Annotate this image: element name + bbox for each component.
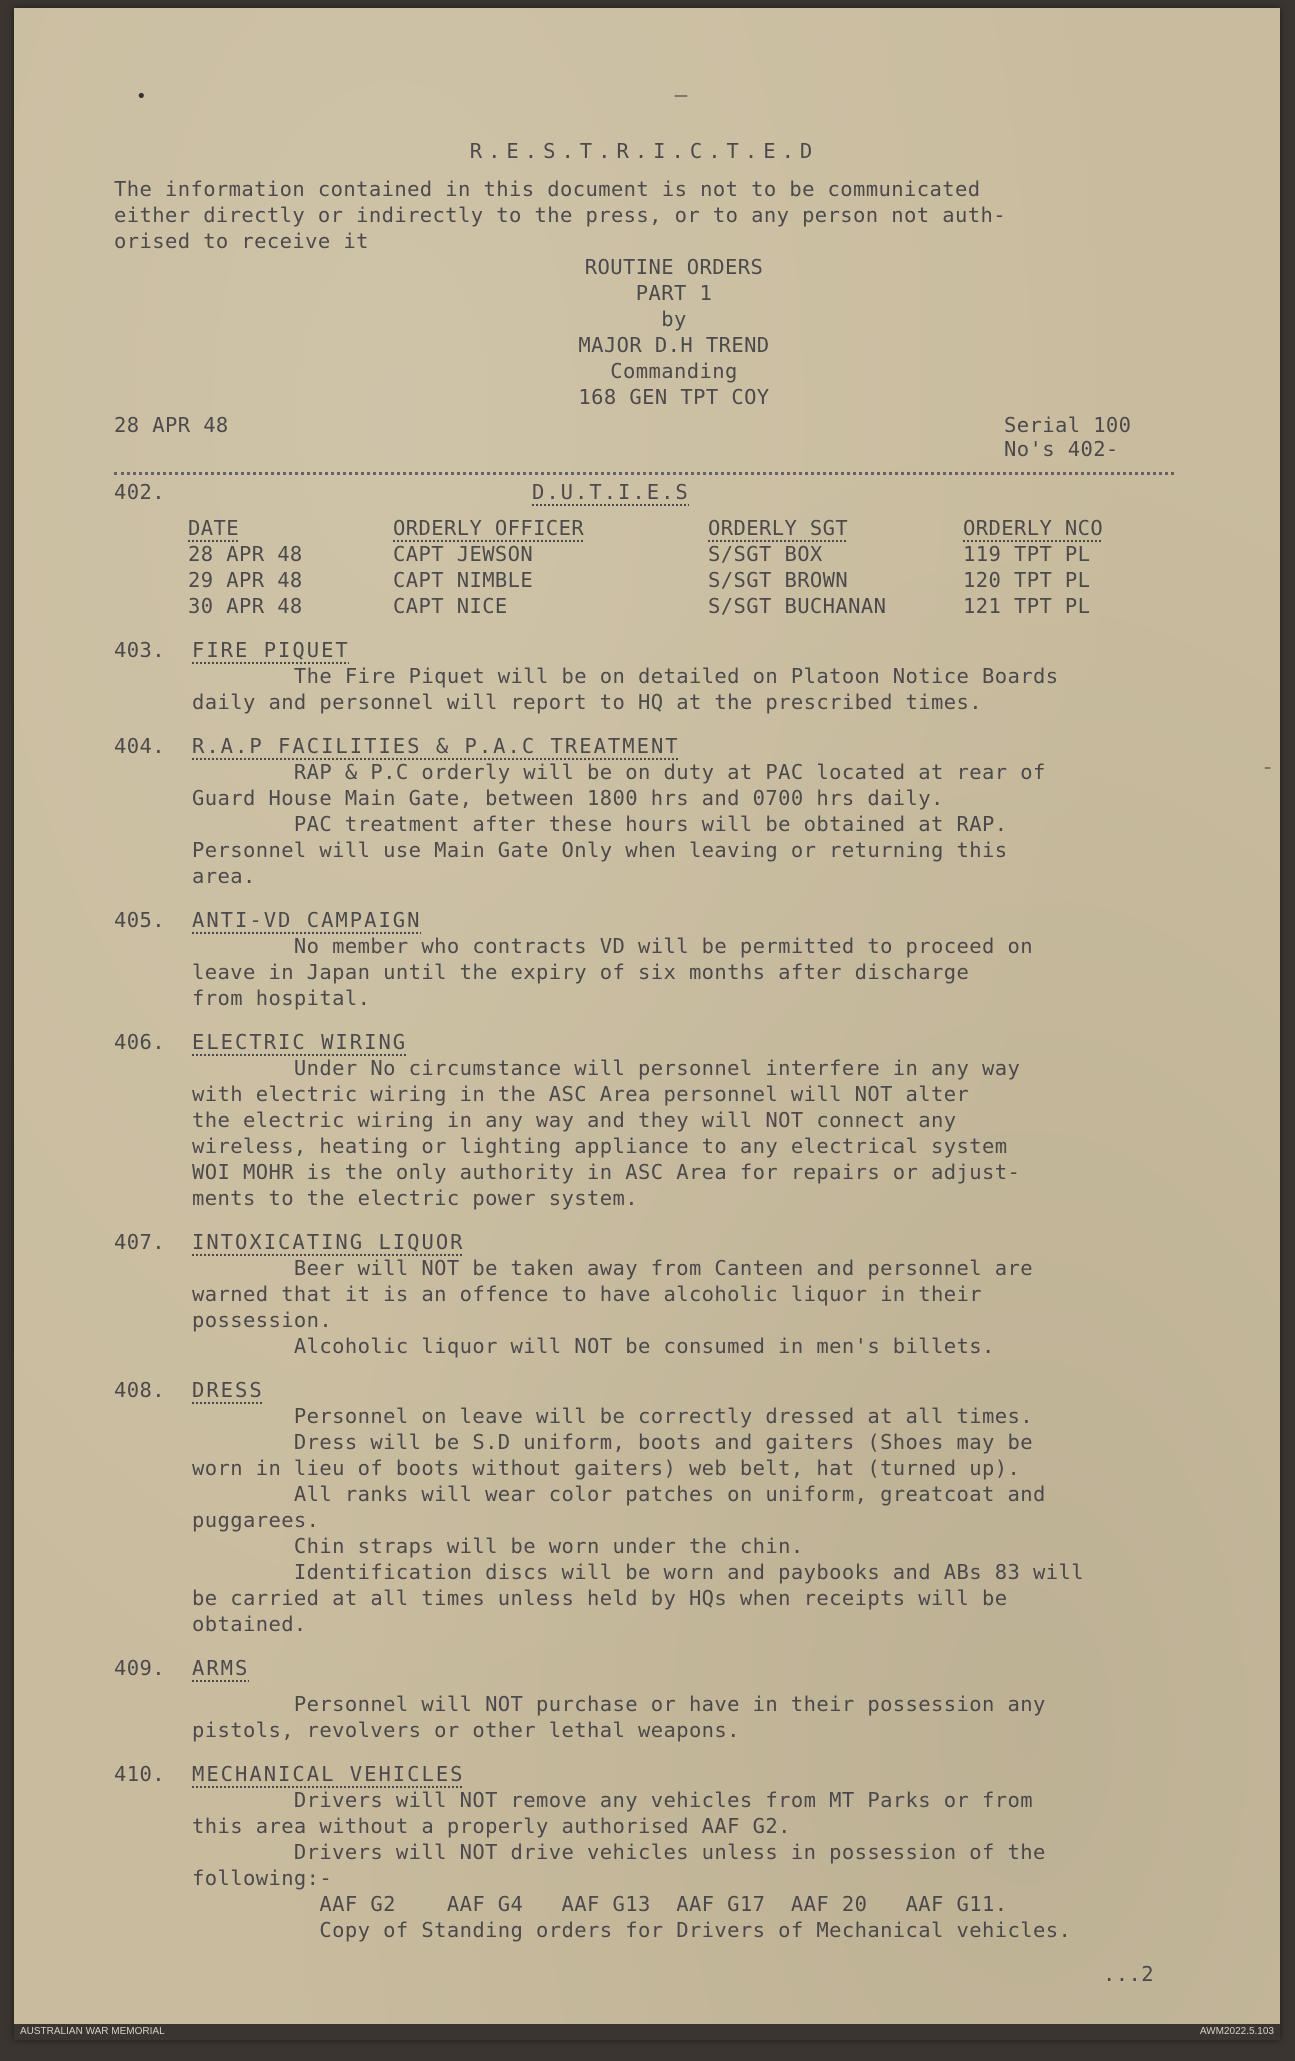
table-cell: 121 TPT PL [963, 594, 1091, 618]
column-header: DATE [188, 516, 239, 540]
punch-mark: • [136, 86, 147, 107]
table-cell: 119 TPT PL [963, 542, 1091, 566]
order-section [114, 1029, 1174, 1211]
section-text-line: No member who contracts VD will be permitted to proceed on [192, 934, 1033, 958]
orders-unit: 168 GEN TPT COY [578, 385, 770, 409]
table-cell: 30 APR 48 [188, 594, 303, 618]
section-text-line: Drivers will NOT remove any vehicles from MT Parks or from [192, 1788, 1033, 1812]
column-header: ORDERLY NCO [963, 516, 1104, 540]
section-duties [114, 479, 1174, 619]
section-heading [114, 907, 1174, 933]
table-header-row [188, 515, 1103, 541]
routine-orders [114, 138, 1174, 1987]
section-title: R.A.P FACILITIES & P.A.C TREATMENT [192, 734, 680, 758]
section-text-line: All ranks will wear color patches on uniform, greatcoat and [192, 1482, 1046, 1506]
section-text-line: warned that it is an offence to have alcoholic liquor in their [192, 1282, 983, 1306]
orders-role: Commanding [610, 359, 738, 383]
order-numbers: No's 402- [1004, 437, 1119, 461]
section-number: 408. [114, 1378, 165, 1402]
order-section [114, 1377, 1174, 1637]
order-section [114, 1655, 1174, 1743]
section-text-line: following:- [192, 1866, 333, 1890]
orders-title-block [174, 254, 1174, 410]
table-cell: S/SGT BUCHANAN [708, 594, 887, 618]
section-title: D.U.T.I.E.S [532, 480, 690, 504]
caveat-paragraph [114, 176, 1174, 254]
caveat-line: either directly or indirectly to the press, or to any person not auth- [114, 203, 1006, 227]
section-title: MECHANICAL VEHICLES [192, 1762, 465, 1786]
section-text-line: Personnel will use Main Gate Only when leaving or returning this [192, 838, 1008, 862]
section-text-line: from hospital. [192, 986, 371, 1010]
table-cell: CAPT NIMBLE [393, 568, 534, 592]
table-cell: 120 TPT PL [963, 568, 1091, 592]
section-title: INTOXICATING LIQUOR [192, 1230, 465, 1254]
order-date: 28 APR 48 [114, 413, 229, 437]
table-cell: 28 APR 48 [188, 542, 303, 566]
section-heading [114, 1655, 1174, 1681]
section-number: 403. [114, 638, 165, 662]
serial-number: Serial 100 [1004, 413, 1132, 437]
table-cell: CAPT JEWSON [393, 542, 534, 566]
continued-marker: ...2 [1103, 1962, 1154, 1986]
archive-reference: AWM2022.5.103 [1199, 2026, 1274, 2037]
table-row [188, 593, 1103, 619]
section-number: 409. [114, 1656, 165, 1680]
section-text-line: Dress will be S.D uniform, boots and gaiters (Shoes may be [192, 1430, 1033, 1454]
section-text-line: ments to the electric power system. [192, 1186, 638, 1210]
order-sections [114, 637, 1174, 1943]
section-text-line: AAF G2 AAF G4 AAF G13 AAF G17 AAF 20 AAF G11. [192, 1892, 1008, 1916]
section-text-line: worn in lieu of boots without gaiters) web belt, hat (turned up). [192, 1456, 1021, 1480]
column-header: ORDERLY OFFICER [393, 516, 585, 540]
section-heading [114, 637, 1174, 663]
section-heading [114, 1377, 1174, 1403]
section-text-line: obtained. [192, 1612, 307, 1636]
caveat-line: orised to receive it [114, 229, 369, 253]
section-text-line [192, 1681, 1174, 1691]
orders-by: by [661, 307, 687, 331]
table-row [188, 567, 1103, 593]
section-number: 410. [114, 1762, 165, 1786]
section-title: ARMS [192, 1656, 250, 1680]
section-title: ELECTRIC WIRING [192, 1030, 408, 1054]
section-text-line: Personnel will NOT purchase or have in their possession any [192, 1692, 1046, 1716]
section-text-line: Personnel on leave will be correctly dressed at all times. [192, 1404, 1033, 1428]
section-number: 407. [114, 1230, 165, 1254]
section-heading [114, 479, 1174, 505]
section-number: 404. [114, 734, 165, 758]
section-title: ANTI-VD CAMPAIGN [192, 908, 422, 932]
nos-row [114, 436, 1174, 462]
duties-table [188, 515, 1103, 619]
section-text-line: Guard House Main Gate, between 1800 hrs and 0700 hrs daily. [192, 786, 944, 810]
table-cell: S/SGT BROWN [708, 568, 849, 592]
caveat-line: The information contained in this document is not to be communicated [114, 177, 981, 201]
table-row [188, 541, 1103, 567]
orders-part: PART 1 [635, 281, 713, 305]
section-text-line: daily and personnel will report to HQ at the prescribed times. [192, 690, 983, 714]
section-text-line: puggarees. [192, 1508, 320, 1532]
section-text-line: PAC treatment after these hours will be obtained at RAP. [192, 812, 1008, 836]
section-text-line: the electric wiring in any way and they will NOT connect any [192, 1108, 957, 1132]
order-section [114, 907, 1174, 1011]
section-text-line: with electric wiring in the ASC Area personnel will NOT alter [192, 1082, 970, 1106]
order-section [114, 1761, 1174, 1943]
orders-author: MAJOR D.H TREND [578, 333, 770, 357]
classification-heading: R.E.S.T.R.I.C.T.E.D [469, 139, 819, 163]
stray-mark: — [674, 88, 688, 104]
table-cell: CAPT NICE [393, 594, 508, 618]
section-text-line: area. [192, 864, 256, 888]
section-text-line: The Fire Piquet will be on detailed on Platoon Notice Boards [192, 664, 1059, 688]
date-serial-row [114, 412, 1174, 438]
orders-title: ROUTINE ORDERS [584, 255, 764, 279]
order-section [114, 1229, 1174, 1359]
table-cell: 29 APR 48 [188, 568, 303, 592]
section-heading [114, 1761, 1174, 1787]
section-text-line: Drivers will NOT drive vehicles unless in possession of the [192, 1840, 1046, 1864]
section-text-line: leave in Japan until the expiry of six months after discharge [192, 960, 970, 984]
section-heading [114, 1229, 1174, 1255]
table-cell: S/SGT BOX [708, 542, 823, 566]
section-text-line: be carried at all times unless held by HQs when receipts will be [192, 1586, 1008, 1610]
section-text-line: Alcoholic liquor will NOT be consumed in men's billets. [192, 1334, 995, 1358]
section-text-line: RAP & P.C orderly will be on duty at PAC located at rear of [192, 760, 1046, 784]
section-number: 402. [114, 480, 165, 504]
section-heading [114, 1029, 1174, 1055]
section-title: FIRE PIQUET [192, 638, 350, 662]
section-text-line: pistols, revolvers or other lethal weapons. [192, 1718, 740, 1742]
order-section [114, 733, 1174, 889]
section-text-line: wireless, heating or lighting appliance to any electrical system [192, 1134, 1008, 1158]
document-page [14, 8, 1280, 2040]
section-text-line: this area without a properly authorised AAF G2. [192, 1814, 791, 1838]
separator-line [114, 472, 1174, 475]
section-text-line: Identification discs will be worn and paybooks and ABs 83 will [192, 1560, 1084, 1584]
section-heading [114, 733, 1174, 759]
section-text-line: Copy of Standing orders for Drivers of Mechanical vehicles. [192, 1918, 1072, 1942]
section-number: 405. [114, 908, 165, 932]
section-number: 406. [114, 1030, 165, 1054]
archive-footer [14, 2024, 1280, 2040]
section-text-line: Beer will NOT be taken away from Canteen and personnel are [192, 1256, 1033, 1280]
order-section [114, 637, 1174, 715]
serial-block [1004, 412, 1174, 438]
section-text-line: possession. [192, 1308, 333, 1332]
section-text-line: Chin straps will be worn under the chin. [192, 1534, 804, 1558]
section-text-line: WOI MOHR is the only authority in ASC Area for repairs or adjust- [192, 1160, 1021, 1184]
archive-name: AUSTRALIAN WAR MEMORIAL [20, 2026, 165, 2037]
column-header: ORDERLY SGT [708, 516, 849, 540]
section-text-line: Under No circumstance will personnel interfere in any way [192, 1056, 1021, 1080]
section-title: DRESS [192, 1378, 264, 1402]
stray-mark: – [1264, 760, 1271, 776]
